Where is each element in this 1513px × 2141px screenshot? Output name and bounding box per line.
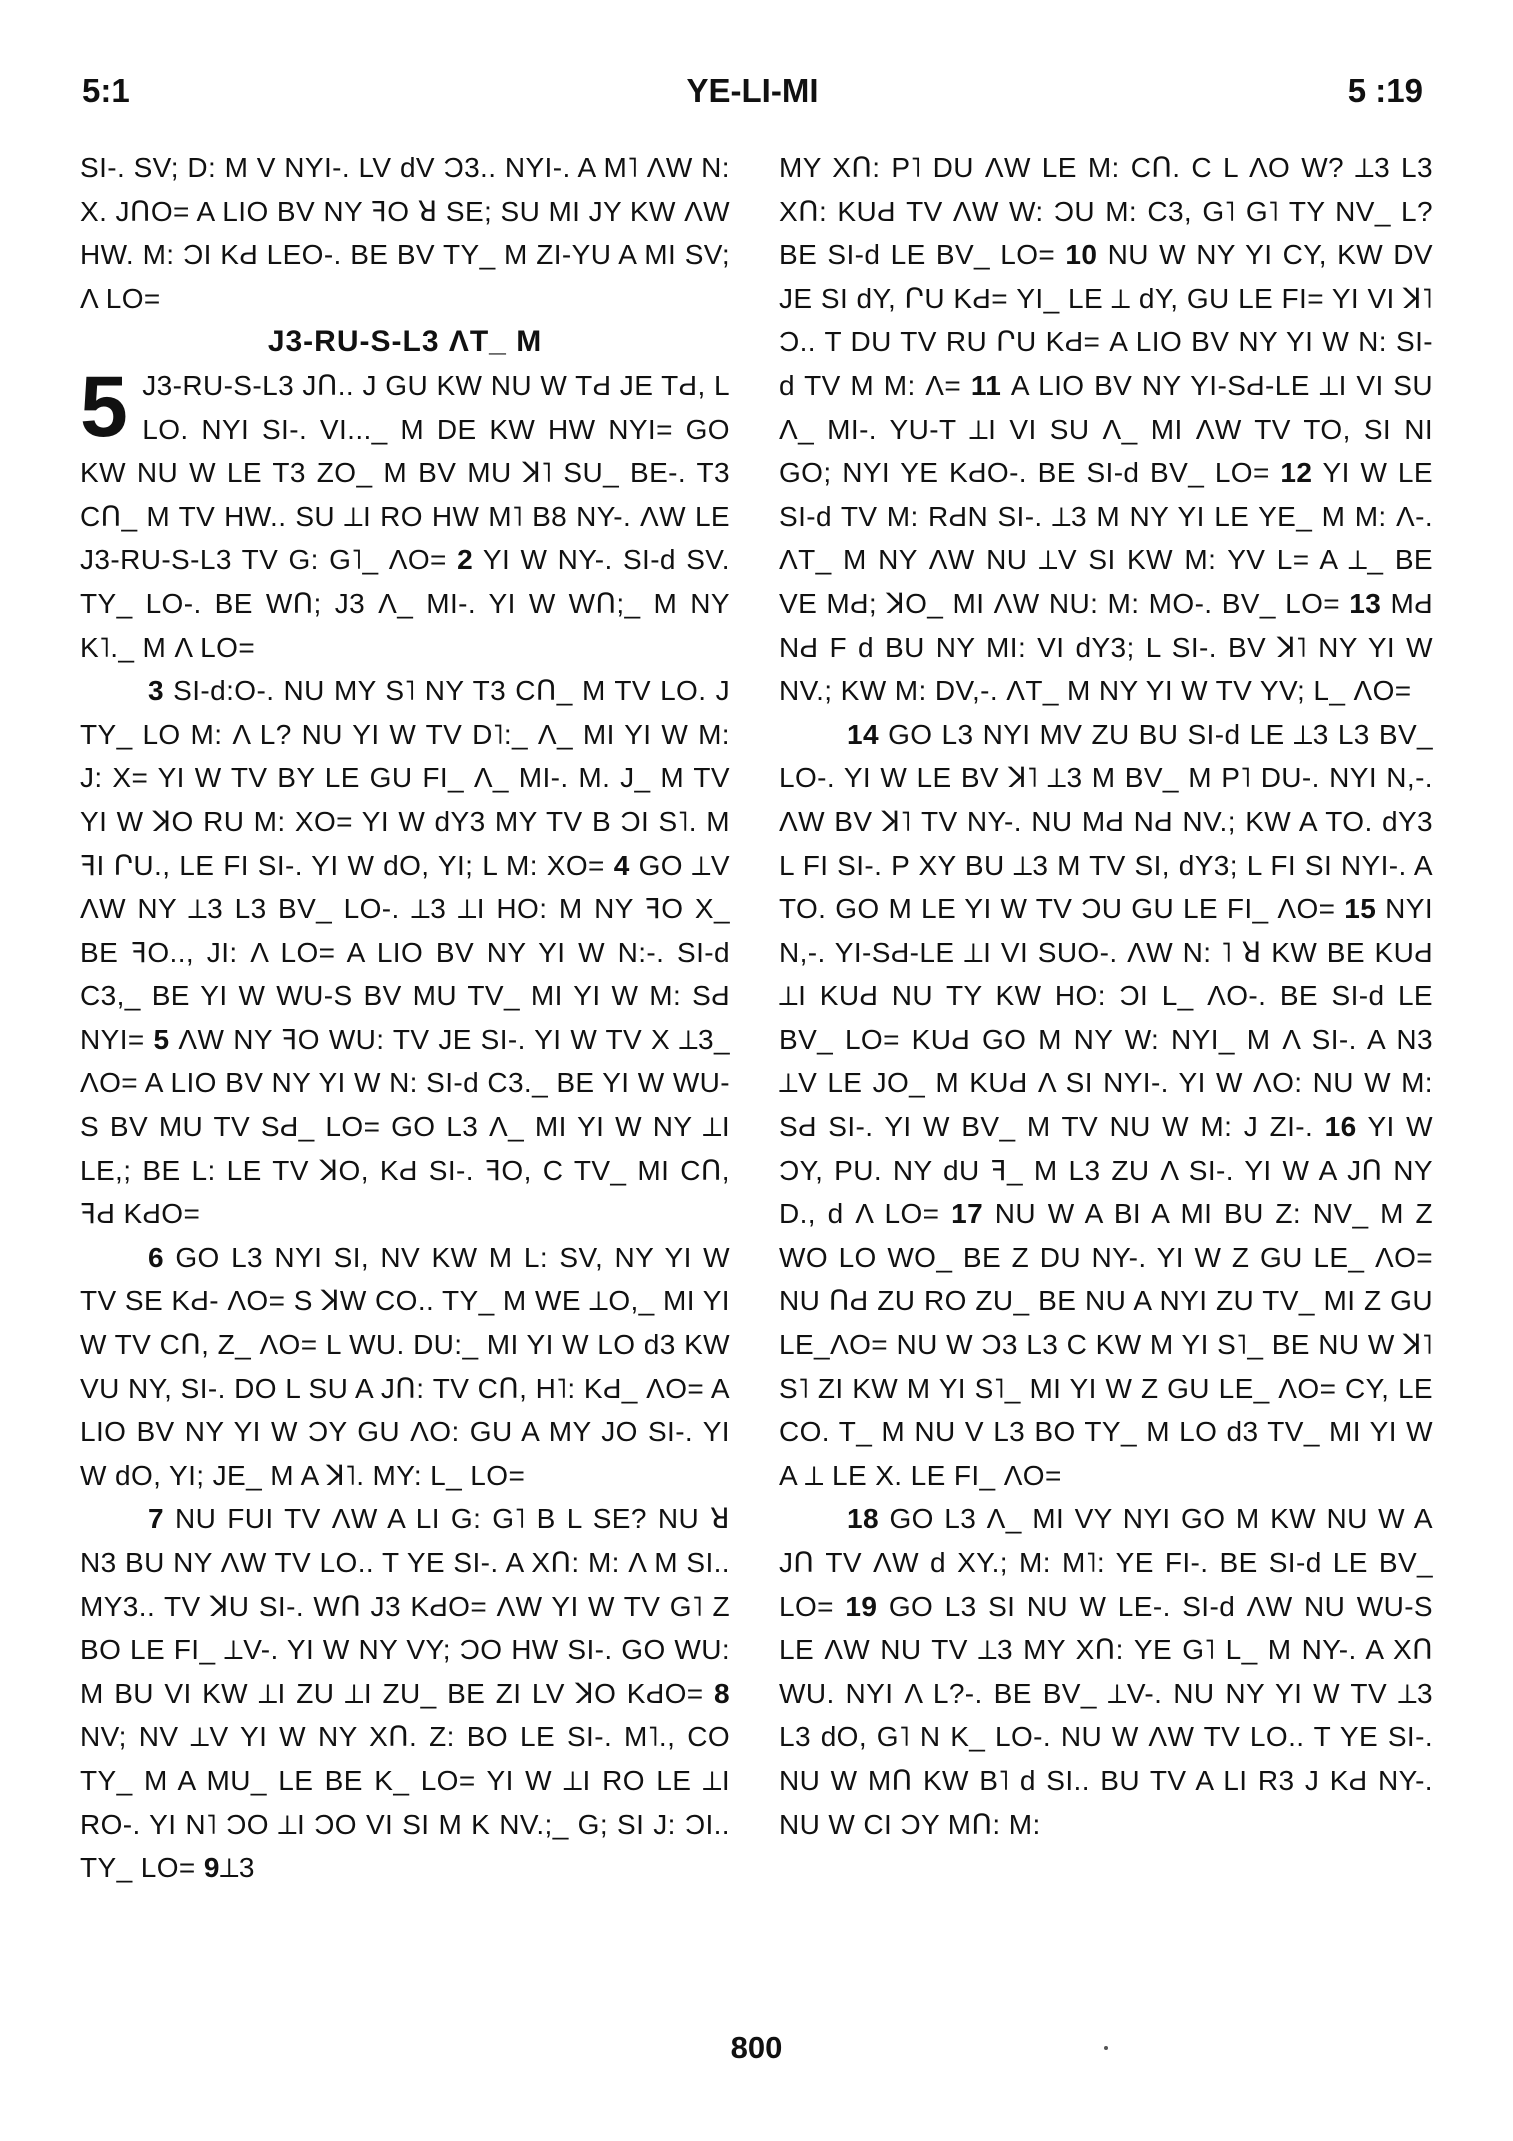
running-header	[82, 72, 1423, 122]
verse-number: 4	[613, 849, 630, 881]
verse-text: NU FUI TV ΛW A LI G: G˥ B L SE? NU ꓤ N3 BU NY ΛW TV LO.. T YE SI-. A XՈ: M: Λ M SI.. MY3.. TV ꓘU SI-. WՈ J3 KԀO= ΛW YI W TV G˥ Z BO LE FI_ ⟂V-. YI W NY VY; ƆO HW SI-. GO WU: M BU VI KW ⟂I ZU ⟂I ZU_ BE ZI LV ꓘO KԀO=	[80, 1503, 730, 1709]
verse-text: YI W ƆY, PU. NY dU ꟻ_ M L3 ZU Λ SI-. YI W A JՈ NY D., d Λ LO=	[779, 1111, 1433, 1230]
verse-number: 9	[203, 1852, 220, 1884]
verse-text: NU W A BI A MI BU Z: NV_ M Z WO LO WO_ BE Z DU NY-. YI W Z GU LE_ ΛO= NU ՈԀ ZU RO ZU_ BE NU A NYI ZU TV_ MI Z GU LE_ΛO= NU W Ɔ3 L3 C KW M YI S˥_ BE NU W ꓘ˥ S˥ ZI KW M YI S˥_ MI YI W Z GU LE_ ΛO= CY, LE CO. T_ M NU V L3 BO TY_ M LO d3 TV_ MI YI W A ⟂ LE X. LE FI_ ΛO=	[779, 1198, 1434, 1491]
print-speck	[1104, 2046, 1108, 2050]
verse-number: 13	[1349, 587, 1382, 619]
verse-text: GO L3 SI NU W LE-. SI-d ΛW NU WU-S LE ΛW NU TV ⟂3 MY XՈ: YE G˥ L_ M NY-. A XՈ WU. NYI Λ L?-. BE BV_ ⟂V-. NU NY YI W TV ⟂3 L3 dO, G˥ N K_ LO-. NU W ΛW TV LO.. T YE SI-. NU W MՈ KW B˥ d SI.. BU TV A LI R3 J KԀ NY-. NU W CI ƆY MՈ: M:	[779, 1590, 1434, 1840]
paragraph	[779, 1497, 1433, 1846]
verse-text: NV; NV ⟂V YI W NY XՈ. Z: BO LE SI-. M˥., CO TY_ M A MU_ LE BE K_ LO= YI W ⟂I RO LE ⟂I RO-. YI N˥ ƆO ⟂I ƆO VI SI M K NV.;_ G; SI J: ƆI.. TY_ LO=	[80, 1721, 730, 1884]
verse-text: YI W LE SI-d TV M: RԀN SI-. ⟂3 M NY YI LE YE_ M M: Λ-. ΛT_ M NY ΛW NU ⟂V SI KW M: YV L= A ⟂_ BE VE MԀ; ꓘO_ MI ΛW NU: M: MO-. BV_ LO=	[779, 457, 1433, 619]
verse-number: 3	[148, 675, 164, 707]
header-right-reference: 5 :19	[1347, 72, 1423, 109]
paragraph	[80, 1497, 730, 1889]
verse-number: 2	[457, 544, 474, 576]
right-column	[779, 146, 1433, 1846]
verse-number: 6	[148, 1241, 164, 1273]
verse-text: YI W NY-. SI-d SV. TY_ LO-. BE WՈ; J3 Λ_ MI-. YI W WՈ;_ M NY K˥._ M Λ LO=	[80, 544, 730, 663]
paragraph	[779, 713, 1433, 1498]
verse-number: 16	[1324, 1111, 1357, 1143]
chapter-5-verse-1	[80, 358, 730, 669]
verse-number: 10	[1065, 239, 1098, 271]
verse-number: 17	[951, 1198, 984, 1230]
verse-text: GO L3 NYI MV ZU BU SI-d LE ⟂3 L3 BV_ LO-. YI W LE BV ꓘ˥ ⟂3 M BV_ M P˥ DU-. NYI N,-. ΛW BV ꓘ˥ TV NY-. NU MԀ NԀ NV.; KW A TO. dY3 L FI SI-. P XY BU ⟂3 M TV SI, dY3; L FI SI NYI-. A TO. GO M LE YI W TV ƆU GU LE FI_ ΛO=	[779, 718, 1433, 925]
paragraph	[80, 669, 730, 1236]
verse-number: 18	[847, 1503, 879, 1535]
left-column	[80, 146, 730, 1890]
header-left-reference: 5:1	[82, 72, 130, 109]
verse-number: 5	[153, 1023, 170, 1055]
verse-number: 12	[1280, 457, 1313, 489]
verse-1-text: J3-RU-S-L3 JՈ.. J GU KW NU W TԀ JE TԀ, L LO. NYI SI-. VI..._ M DE KW HW NYI= GO KW NU W LE T3 ZO_ M BV MU ꓘ˥ SU_ BE-. T3 CՈ_ M TV HW.. SU ⟂I RO HW M˥ B8 NY-. ΛW LE J3-RU-S-L3 TV G: G˥_ ΛO=	[80, 369, 730, 576]
header-book-title: YE-LI-MI	[686, 72, 819, 109]
page-number: 800	[730, 2030, 783, 2065]
verse-number: 11	[970, 369, 1002, 401]
paragraph	[779, 146, 1433, 713]
section-heading: J3-RU-S-L3 ΛT_ M	[267, 325, 543, 359]
verse-text: A LIO BV NY YI-SԀ-LE ⟂I VI SU Λ_ MI-. YU-T ⟂I VI SU Λ_ MI ΛW TV TO, SI NI GO; NYI YE KԀO-. BE SI-d BV_ LO=	[779, 369, 1434, 489]
paragraph	[80, 1236, 730, 1498]
verse-number: 14	[847, 718, 879, 750]
verse-number: 7	[148, 1503, 164, 1535]
verse-number: 15	[1344, 893, 1377, 925]
verse-text: MԀ NԀ F d BU NY MI: VI dY3; L SI-. BV ꓘ˥ NY YI W NV.; KW M: DV,-. ΛT_ M NY YI W TV YV; L_ ΛO=	[779, 587, 1433, 707]
verse-text: GO L3 NYI SI, NV KW M L: SV, NY YI W TV SE KԀ- ΛO= S ꓘW CO.. TY_ M WE ⟂O,_ MI YI W TV CՈ, Z_ ΛO= L WU. DU:_ MI YI W LO d3 KW VU NY, SI-. DO L SU A JՈ: TV CՈ, H˥: KԀ_ ΛO= A LIO BV NY YI W ƆY GU ΛO: GU A MY JO SI-. YI W dO, YI; JE_ M A ꓘ˥. MY: L_ LO=	[80, 1241, 730, 1491]
chapter-4-end-paragraph: SI-. SV; D: M V NYI-. LV dV Ɔ3.. NYI-. A M˥ ΛW N: X. JՈO= A LIO BV NY ꟻO ꓤ SE; SU MI JY KW ΛW HW. M: ƆI KԀ LEO-. BE BV TY_ M ZI-YU A MI SV; Λ LO=	[80, 152, 730, 314]
verse-text: MY XՈ: P˥ DU ΛW LE M: CՈ. C L ΛO W? ⟂3 L3 XՈ: KUԀ TV ΛW W: ƆU M: C3, G˥ G˥ TY NV_ L? BE SI-d LE BV_ LO=	[779, 152, 1433, 271]
verse-text: NYI N,-. YI-SԀ-LE ⟂I VI SUO-. ΛW N: ˥ ꓤ KW BE KUԀ ⟂I KUԀ NU TY KW HO: ƆI L_ ΛO-. BE SI-d LE BV_ LO= KUԀ GO M NY W: NYI_ M Λ SI-. A N3 ⟂V LE JO_ M KUԀ Λ SI NYI-. YI W ΛO: NU W M: SԀ SI-. YI W BV_ M TV NU W M: J ZI-.	[779, 893, 1434, 1143]
verse-text: GO L3 Λ_ MI VY NYI GO M KW NU W A JՈ TV ΛW d XY.; M: M˥: YE FI-. BE SI-d LE BV_ LO=	[779, 1503, 1433, 1622]
verse-number: 19	[845, 1590, 878, 1622]
verse-number: 8	[714, 1677, 730, 1709]
verse-text: ΛW NY ꟻO WU: TV JE SI-. YI W TV X ⟂3_ ΛO= A LIO BV NY YI W N: SI-d C3._ BE YI W WU-S BV MU TV SԀ_ LO= GO L3 Λ_ MI YI W NY ⟂I LE,; BE L: LE TV ꓘO, KԀ SI-. ꟻO, C TV_ MI CՈ, ꟻԀ KԀO=	[80, 1023, 730, 1230]
chapter-number: 5	[80, 358, 129, 455]
verse-text: NU W NY YI CY, KW DV JE SI dY, ՐU KԀ= YI_ LE ⟂ dY, GU LE FI= YI VI ꓘ˥ Ɔ.. T DU TV RU ՐU KԀ= A LIO BV NY YI W N: SI-d TV M M: Λ=	[779, 239, 1433, 401]
verse-text: GO ⟂V ΛW NY ⟂3 L3 BV_ LO-. ⟂3 ⟂I HO: M NY ꟻO X_ BE ꟻO.., JI: Λ LO= A LIO BV NY YI W N:-. SI-d C3,_ BE YI W WU-S BV MU TV_ MI YI W M: SԀ NYI=	[80, 849, 730, 1055]
verse-text: ⟂3	[219, 1852, 255, 1884]
verse-text: SI-d:O-. NU MY S˥ NY T3 CՈ_ M TV LO. J TY_ LO M: Λ L? NU YI W TV D˥:_ Λ_ MI YI W M: J: X= YI W TV BY LE GU FI_ Λ_ MI-. M. J_ M TV YI W ꓘO RU M: XO= YI W dY3 MY TV B ƆI S˥. M ꟻI ՐU., LE FI SI-. YI W dO, YI; L M: XO=	[80, 675, 730, 881]
